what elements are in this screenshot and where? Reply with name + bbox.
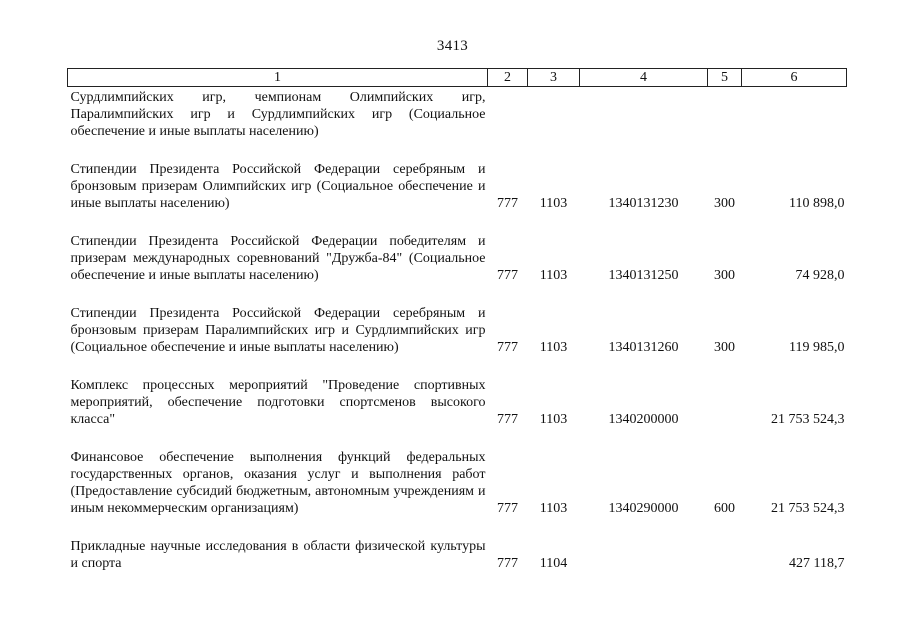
row-target: 1340131260: [608, 340, 679, 355]
row-section: 1103: [539, 268, 568, 283]
table-row: [68, 231, 847, 284]
page-number: 3413: [436, 38, 469, 54]
row-section: 1103: [539, 412, 568, 427]
row-ministry: 777: [497, 556, 518, 571]
row-expense-type: 300: [714, 340, 735, 355]
row-expense-type: 300: [714, 196, 735, 211]
table-header: [68, 69, 847, 87]
row-name: Прикладные научные исследования в области физической культуры и спорта: [70, 539, 486, 571]
row-amount: [742, 87, 847, 141]
column-header-section: 3: [528, 69, 580, 87]
column-header-ministry: 2: [488, 69, 528, 87]
table-row: [68, 375, 847, 428]
row-section: [528, 87, 580, 141]
table-row: [68, 536, 847, 572]
row-name: Финансовое обеспечение выполнения функций федеральных государственных органов, оказания услуг и выполнения работ (Предоставление субсидий бюджетным, автономным учреждениям и иным некоммерческим организациям): [70, 450, 486, 516]
row-target: [580, 536, 708, 572]
row-section: 1103: [539, 501, 568, 516]
row-expense-type: [708, 536, 742, 572]
table-row: [68, 447, 847, 517]
column-header-expense-type: 5: [708, 69, 742, 87]
row-ministry: 777: [497, 412, 518, 427]
row-name: Стипендии Президента Российской Федерации серебряным и бронзовым призерам Паралимпийских игр и Сурдлимпийских игр (Социальное обеспечение и иные выплаты населению): [70, 306, 486, 355]
row-expense-type: [708, 87, 742, 141]
row-ministry: 777: [497, 268, 518, 283]
row-name: Комплекс процессных мероприятий "Проведение спортивных мероприятий, обеспечение подготовки спортсменов высокого класса": [70, 378, 486, 427]
row-target: 1340131250: [608, 268, 679, 283]
row-target: 1340200000: [608, 412, 679, 427]
row-section: 1103: [539, 196, 568, 211]
column-header-amount: 6: [742, 69, 847, 87]
row-section: 1103: [539, 340, 568, 355]
row-section: 1104: [539, 556, 568, 571]
row-name: Сурдлимпийских игр, чемпионам Олимпийских игр, Паралимпийских игр и Сурдлимпийских игр (Социальное обеспечение и иные выплаты населению): [70, 90, 486, 139]
column-header-target: 4: [580, 69, 708, 87]
row-amount: 110 898,0: [789, 196, 845, 211]
row-amount: 74 928,0: [795, 268, 845, 283]
table-row: [68, 159, 847, 212]
table-row: [68, 87, 847, 141]
column-header-name: 1: [68, 69, 488, 87]
row-ministry: [488, 87, 528, 141]
row-ministry: 777: [497, 501, 518, 516]
row-amount: 21 753 524,3: [771, 501, 845, 516]
row-target: 1340290000: [608, 501, 679, 516]
row-expense-type: 600: [714, 501, 735, 516]
row-ministry: 777: [497, 340, 518, 355]
row-name: Стипендии Президента Российской Федерации победителям и призерам международных соревнований "Дружба-84" (Социальное обеспечение и иные выплаты населению): [70, 234, 486, 283]
row-amount: 119 985,0: [789, 340, 845, 355]
table-row: [68, 303, 847, 356]
row-target: 1340131230: [608, 196, 679, 211]
row-name: Стипендии Президента Российской Федерации серебряным и бронзовым призерам Олимпийских игр (Социальное обеспечение и иные выплаты населению): [70, 162, 486, 211]
row-amount: 427 118,7: [789, 556, 845, 571]
budget-table: [67, 68, 847, 572]
row-amount: 21 753 524,3: [771, 412, 845, 427]
row-target: [580, 87, 708, 141]
row-ministry: 777: [497, 196, 518, 211]
row-expense-type: [708, 375, 742, 428]
row-expense-type: 300: [714, 268, 735, 283]
